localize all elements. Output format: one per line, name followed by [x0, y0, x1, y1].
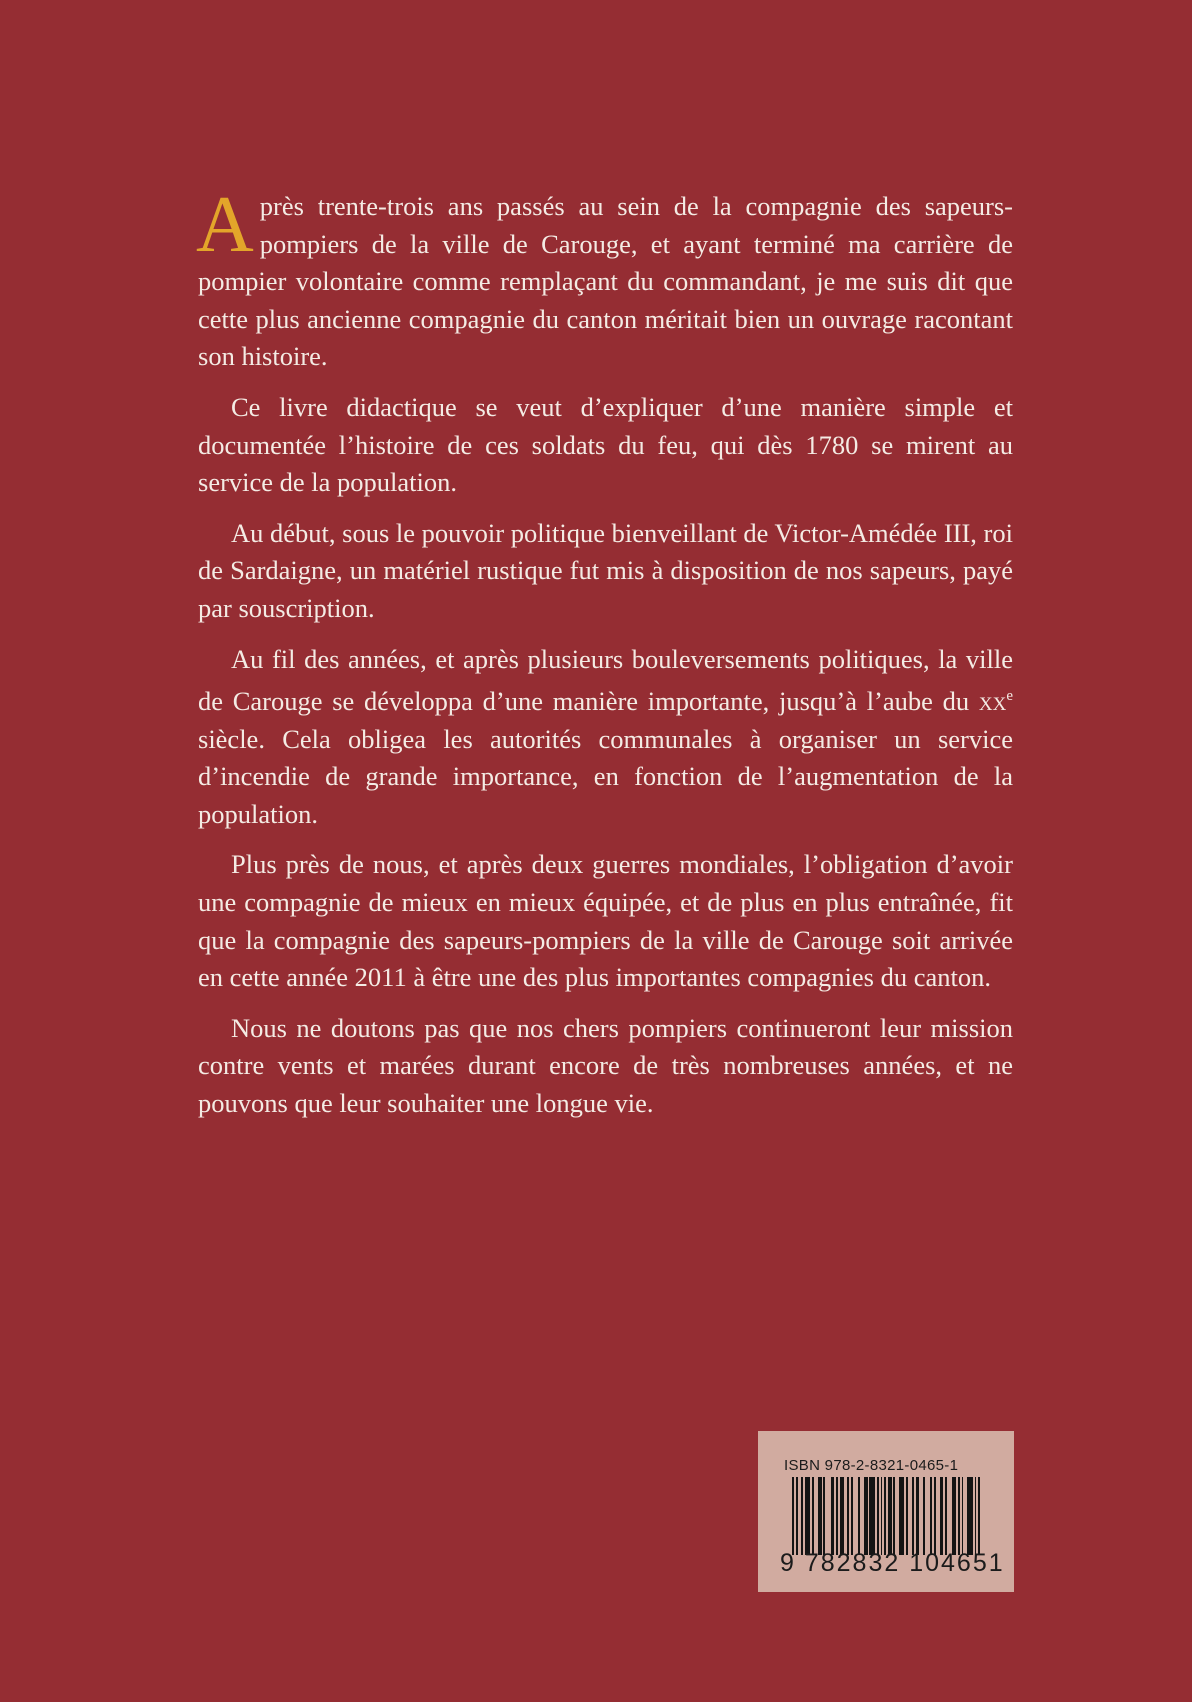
- isbn-barcode: [758, 1431, 1014, 1592]
- isbn-label: ISBN 978-2-8321-0465-1: [784, 1457, 959, 1474]
- blurb-text: [196, 181, 1013, 1135]
- paragraph-1-text: près trente-trois ans passés au sein de la compagnie des sapeurs-pompiers de la ville de Carouge, et ayant terminé ma carrière de pompier volontaire comme remplaçant du commandant, je me suis dit que cette plus ancienne compagnie du canton méritait bien un ouvrage racontant son histoire.: [198, 191, 1013, 372]
- century-superscript: e: [1006, 688, 1013, 705]
- paragraph-4-after: siècle. Cela obligea les autorités communales à organiser un service d’incendie de grande importance, en fonction de l’augmentation de la population.: [198, 723, 1013, 829]
- paragraph-5: Plus près de nous, et après deux guerres mondiales, l’obligation d’avoir une compagnie de mieux en mieux équipée, et de plus en plus entraînée, fit que la compagnie des sapeurs-pompiers de la ville de Carouge soit arrivée en cette année 2011 à être une des plus importantes compagnies du canton.: [198, 849, 1013, 993]
- paragraph-1: [196, 181, 1013, 376]
- barcode-bar: [980, 1477, 982, 1555]
- barcode-bars: [792, 1477, 982, 1555]
- century-numeral: xx: [978, 685, 1007, 716]
- paragraph-4: [198, 641, 1013, 834]
- paragraph-6: Nous ne doutons pas que nos chers pompiers continueront leur mission contre vents et marées durant encore de très nombreuses années, et ne pouvons que leur souhaiter une longue vie.: [198, 1012, 1013, 1118]
- paragraph-3: Au début, sous le pouvoir politique bienveillant de Victor-Amédée III, roi de Sardaigne, un matériel rustique fut mis à disposition de nos sapeurs, payé par souscription.: [198, 517, 1013, 623]
- paragraph-4-before: Au fil des années, et après plusieurs bouleversements politiques, la ville de Carouge se développa d’une manière importante, jusqu’à l’aube du: [198, 643, 1013, 716]
- barcode-digits: 9 782832 104651: [780, 1549, 1005, 1577]
- drop-cap: A: [196, 181, 254, 269]
- paragraph-2: Ce livre didactique se veut d’expliquer d’une manière simple et documentée l’histoire de ces soldats du feu, qui dès 1780 se mirent au service de la population.: [198, 391, 1013, 498]
